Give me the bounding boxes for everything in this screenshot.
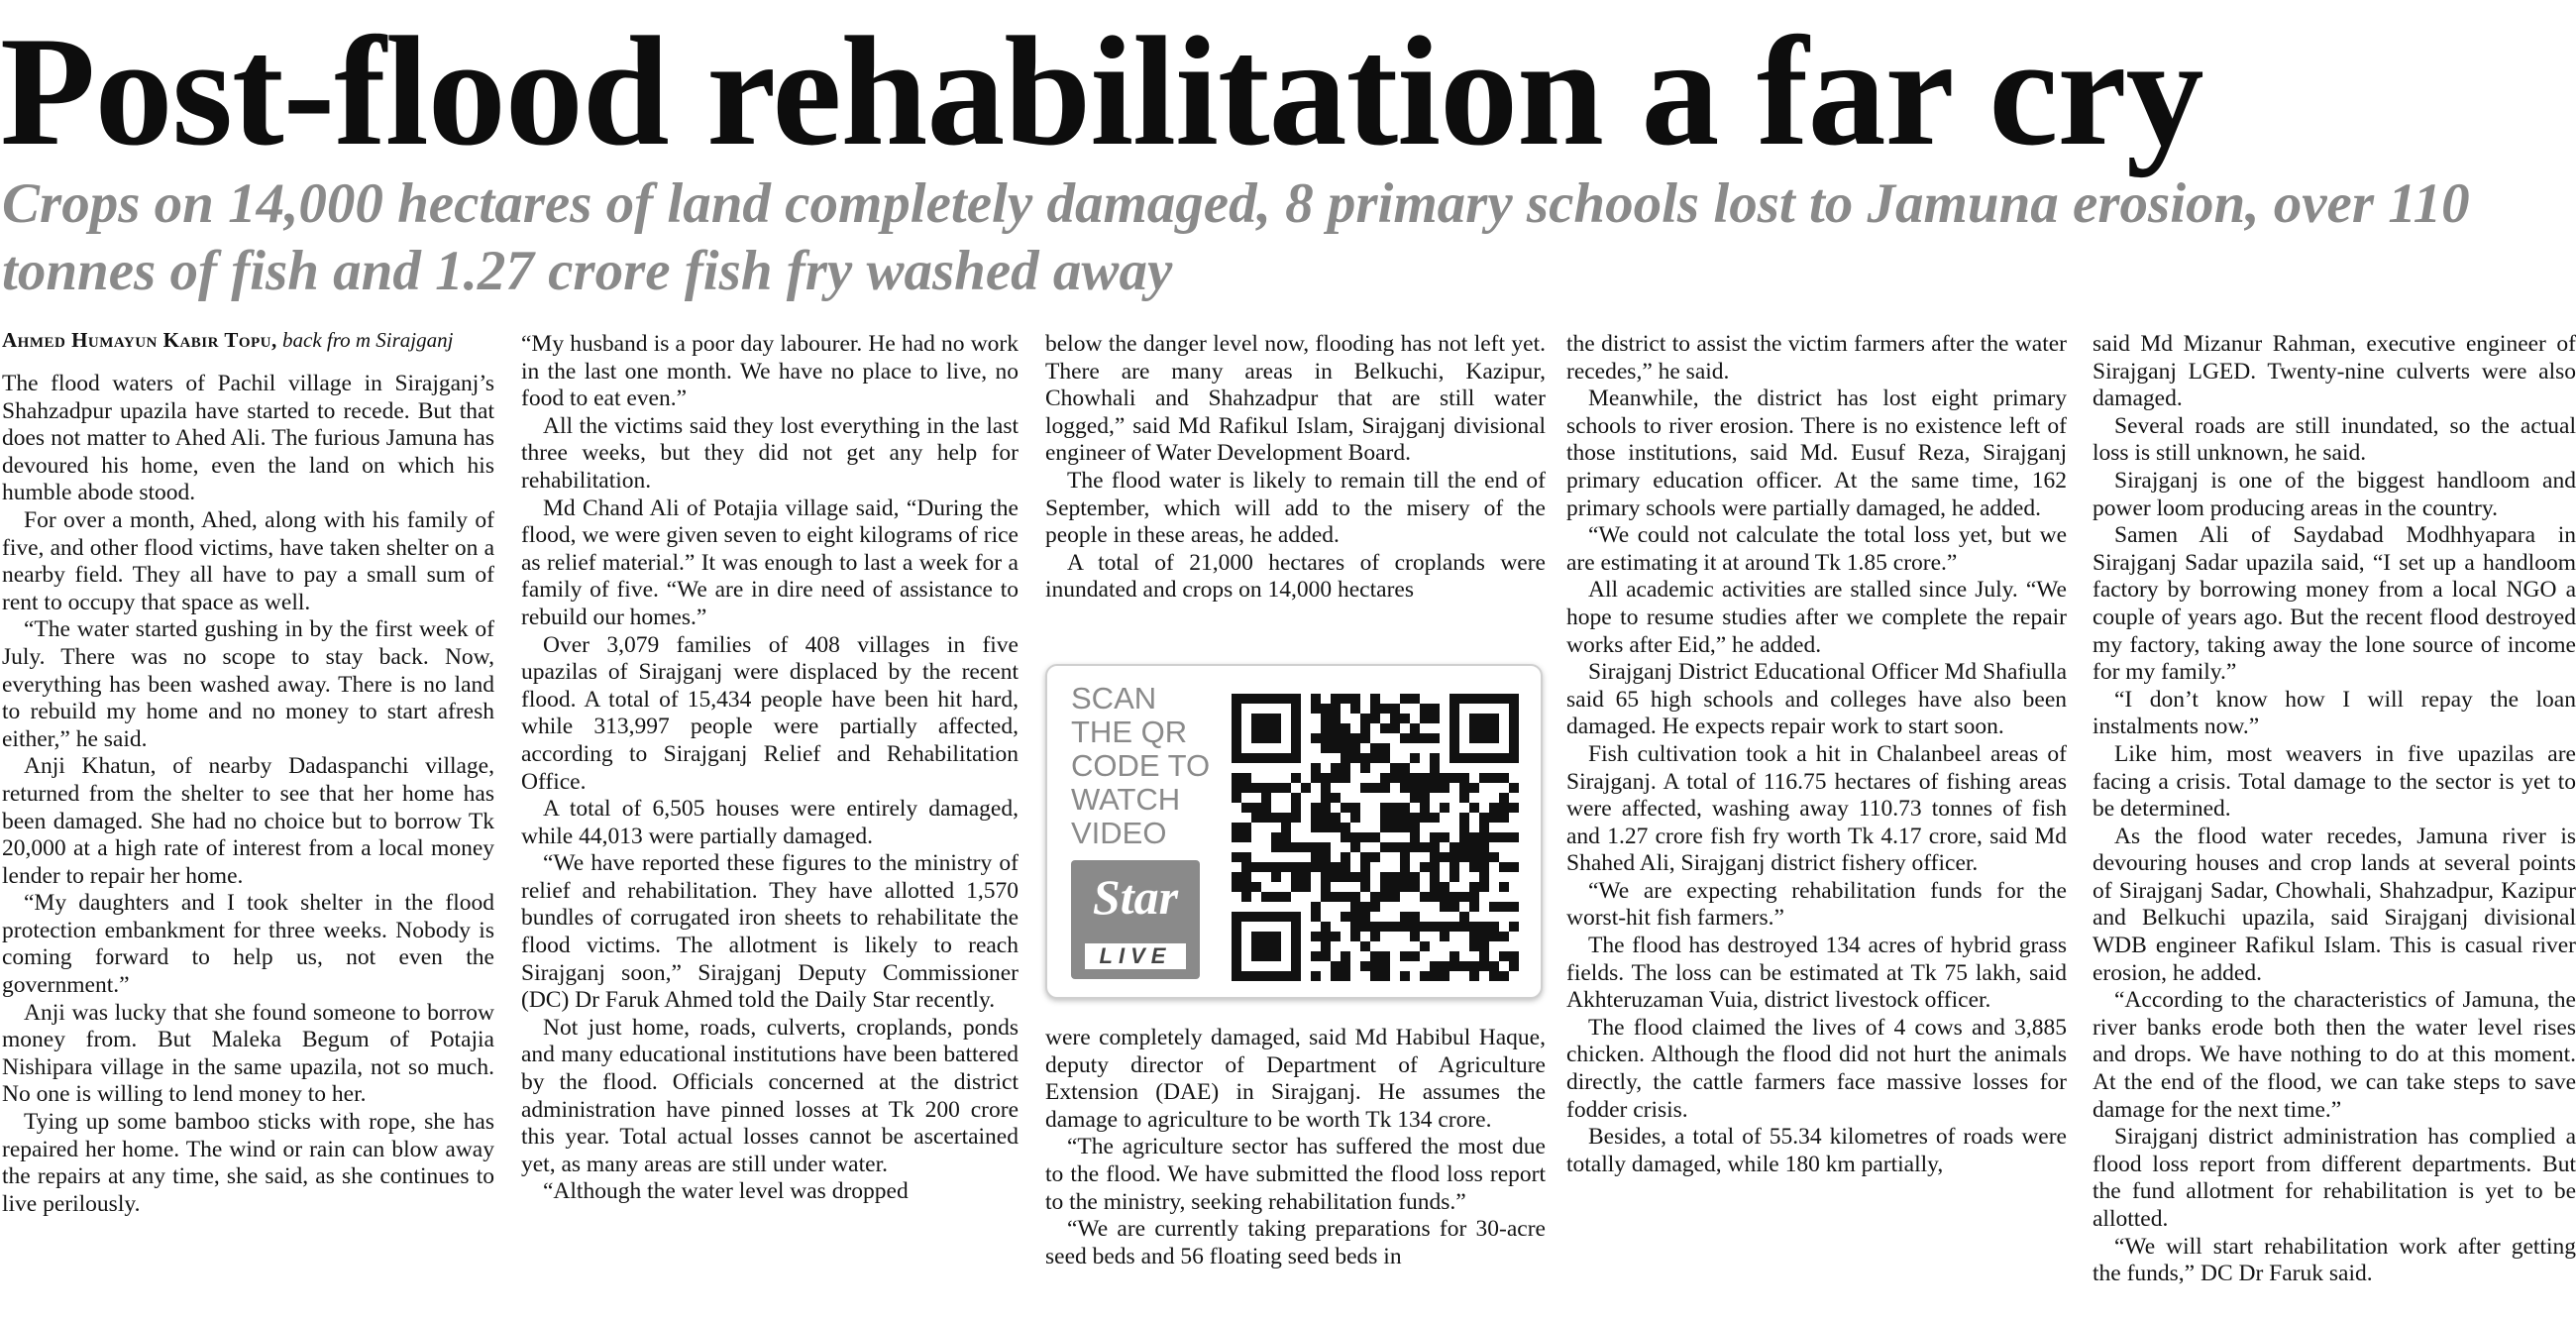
article-paragraph: “My husband is a poor day labourer. He had no work in the last one month. We have no place to live, no food to eat even.” [521, 331, 1019, 412]
article-column-2 [521, 331, 1019, 1321]
article-paragraph: The flood water is likely to remain till the end of September, which will add to the misery of the people in these areas, he added. [1045, 467, 1546, 549]
article-paragraph: “We will start rehabilitation work after getting the funds,” DC Dr Faruk said. [2093, 1233, 2576, 1287]
article-paragraph: Several roads are still inundated, so the actual loss is still unknown, he said. [2093, 412, 2576, 467]
article-paragraph: Besides, a total of 55.34 kilometres of roads were totally damaged, while 180 km partially, [1566, 1124, 2067, 1177]
article-paragraph: The flood claimed the lives of 4 cows and 3,885 chicken. Although the flood did not hurt the animals directly, the cattle farmers face massive losses for fodder crisis. [1566, 1014, 2067, 1123]
article-paragraph: Not just home, roads, culverts, croplands, ponds and many educational institutions have been battered by the flood. Officials concerned at the district administration have pinned losses at Tk 200 crore this year. Total actual losses cannot be ascertained yet, as many areas are still under water. [521, 1014, 1019, 1177]
byline [2, 325, 517, 355]
article-paragraph: For over a month, Ahed, along with his family of five, and other flood victims, have taken shelter on a nearby field. They all have to pay a small sum of rent to occupy that space as well. [2, 506, 494, 615]
article-column-3-bottom [1045, 1025, 1546, 1321]
star-live-logo [1071, 860, 1200, 979]
article-paragraph: said Md Mizanur Rahman, executive engineer of Sirajganj LGED. Twenty-nine culverts were also damaged. [2093, 331, 2576, 412]
article-paragraph: Over 3,079 families of 408 villages in five upazilas of Sirajganj were displaced by the recent flood. A total of 15,434 people have been hit hard, while 313,997 people were partially affected, according to Sirajganj Relief and Rehabilitation Office. [521, 631, 1019, 795]
article-paragraph: The flood has destroyed 134 acres of hybrid grass fields. The loss can be estimated at Tk 75 lakh, said Akhteruzaman Vuia, district livestock officer. [1566, 933, 2067, 1014]
article-paragraph: Sirajganj district administration has complied a flood loss report from different departments. But the fund allotment for rehabilitation is yet to be allotted. [2093, 1124, 2576, 1232]
article-paragraph: Samen Ali of Saydabad Modhhyapara in Sirajganj Sadar upazila said, “I set up a handloom factory by borrowing money from a local NGO a couple of years ago. But the recent flood destroyed my factory, taking away the lone source of income for my family.” [2093, 522, 2576, 686]
article-paragraph: “I don’t know how I will repay the loan instalments now.” [2093, 686, 2576, 740]
article-paragraph: Md Chand Ali of Potajia village said, “During the flood, we were given seven to eight kilograms of rice as relief material.” It was enough to last a week for a family of five. “We are in dire need of assistance to rebuild our homes.” [521, 495, 1019, 630]
article-column-5 [2093, 331, 2576, 1321]
article-paragraph: “The water started gushing in by the first week of July. There was no scope to stay back. Now, everything has been washed away. There is no land to rebuild my home and no money to start afresh either,” he said. [2, 616, 494, 752]
live-logo-text: LIVE [1085, 943, 1186, 969]
byline-author: Ahmed Humayun Kabir Topu, [2, 328, 277, 352]
qr-code-icon[interactable] [1232, 694, 1519, 981]
article-paragraph: “Although the water level was dropped [543, 1178, 909, 1205]
article-paragraph: below the danger level now, flooding has not left yet. There are many areas in Belkuchi, Kazipur, Chowhali and Shahzadpur that are still water logged,” said Md Rafikul Islam, Sirajganj divisional engineer of Water Development Board. [1045, 331, 1546, 467]
star-logo-text: Star [1092, 869, 1179, 925]
scan-qr-text: SCAN THE QR CODE TO WATCH VIDEO [1071, 681, 1211, 850]
article-paragraph: As the flood water recedes, Jamuna river is devouring houses and crop lands at several points of Sirajganj Sadar, Chowhali, Shahzadpur, Kazipur and Belkuchi upazila, said Sirajganj divisional WDB engineer Rafikul Islam. This is casual river erosion, he added. [2093, 823, 2576, 986]
article-paragraph: “We have reported these figures to the ministry of relief and rehabilitation. They have allotted 1,570 bundles of corrugated iron sheets to rehabilitate the flood victims. The allotment is likely to reach Sirajganj soon,” Sirajganj Deputy Commissioner (DC) Dr Faruk Ahmed told the Daily Star recently. [521, 850, 1019, 1014]
article-paragraph: “We are expecting rehabilitation funds for the worst-hit fish farmers.” [1566, 877, 2067, 932]
article-paragraph: All academic activities are stalled since July. “We hope to resume studies after we complete the repair works after Eid,” he added. [1566, 577, 2067, 658]
article-paragraph: “My daughters and I took shelter in the flood protection embankment for three weeks. Nobody is coming forward to help us, not even the government.” [2, 890, 494, 999]
article-column-3-top [1045, 331, 1546, 638]
byline-location: back fro m Sirajganj [276, 328, 454, 352]
article-paragraph: All the victims said they lost everything in the last three weeks, but they did not get any help for rehabilitation. [521, 412, 1019, 494]
article-paragraph: Tying up some bamboo sticks with rope, she has repaired her home. The wind or rain can blow away the repairs at any time, she said, as she continues to live perilously. [2, 1109, 494, 1217]
article-paragraph: A total of 6,505 houses were entirely damaged, while 44,013 were partially damaged. [521, 796, 1019, 849]
article-paragraph: the district to assist the victim farmers after the water recedes,” he said. [1566, 331, 2067, 385]
article-paragraph: “According to the characteristics of Jamuna, the river banks erode both then the water level rises and drops. We have nothing to do at this moment. At the end of the flood, we can take steps to save damage for the next time.” [2093, 987, 2576, 1123]
article-paragraph: Anji Khatun, of nearby Dadaspanchi village, returned from the shelter to see that her home has been damaged. She had no choice but to borrow Tk 20,000 at a high rate of interest from a local money lender to repair her home. [2, 753, 494, 889]
article-paragraph: Anji was lucky that she found someone to borrow money from. But Maleka Begum of Potajia Nishipara village in the same upazila, not so much. No one is willing to lend money to her. [2, 999, 494, 1108]
article-paragraph: “We could not calculate the total loss yet, but we are estimating it at around Tk 1.85 crore.” [1566, 522, 2067, 576]
article-paragraph: “The agriculture sector has suffered the most due to the flood. We have submitted the flood loss report to the ministry, seeking rehabilitation funds.” [1045, 1134, 1546, 1215]
qr-video-promo[interactable] [1045, 664, 1543, 999]
article-column-1 [2, 371, 494, 1321]
article-paragraph: “We are currently taking preparations for 30-acre seed beds and 56 floating seed beds in [1045, 1216, 1546, 1269]
article-paragraph: Sirajganj District Educational Officer Md Shafiulla said 65 high schools and colleges have also been damaged. He expects repair work to start soon. [1566, 659, 2067, 740]
article-paragraph: A total of 21,000 hectares of croplands were inundated and crops on 14,000 hectares [1045, 549, 1546, 604]
article-paragraph: Like him, most weavers in five upazilas are facing a crisis. Total damage to the sector is yet to be determined. [2093, 740, 2576, 823]
article-paragraph: Fish cultivation took a hit in Chalanbeel areas of Sirajganj. A total of 116.75 hectares of fishing areas were affected, washing away 110.73 tonnes of fish and 1.27 crore fish fry worth Tk 4.17 crore, said Md Shahed Ali, Sirajganj district fishery officer. [1566, 740, 2067, 877]
article-paragraph: were completely damaged, said Md Habibul Haque, deputy director of Department of Agriculture Extension (DAE) in Sirajganj. He assumes the damage to agriculture to be worth Tk 134 crore. [1045, 1025, 1546, 1133]
article-column-4 [1566, 331, 2067, 1321]
article-paragraph: Sirajganj is one of the biggest handloom and power loom producing areas in the country. [2093, 467, 2576, 521]
article-paragraph: The flood waters of Pachil village in Sirajganj’s Shahzadpur upazila have started to recede. But that does not matter to Ahed Ali. The furious Jamuna has devoured his home, even the land on which his humble abode stood. [2, 371, 494, 506]
article-paragraph: Meanwhile, the district has lost eight primary schools to river erosion. There is no existence left of those institutions, said Md. Eusuf Reza, Sirajganj primary education officer. At the same time, 162 primary schools were partially damaged, he added. [1566, 385, 2067, 521]
subheadline: Crops on 14,000 hectares of land completely damaged, 8 primary schools lost to Jamuna erosion, over 110 tonnes of fish and 1.27 crore fish fry washed away [2, 172, 2470, 302]
headline: Post-flood rehabilitation a far cry [0, 5, 2203, 178]
